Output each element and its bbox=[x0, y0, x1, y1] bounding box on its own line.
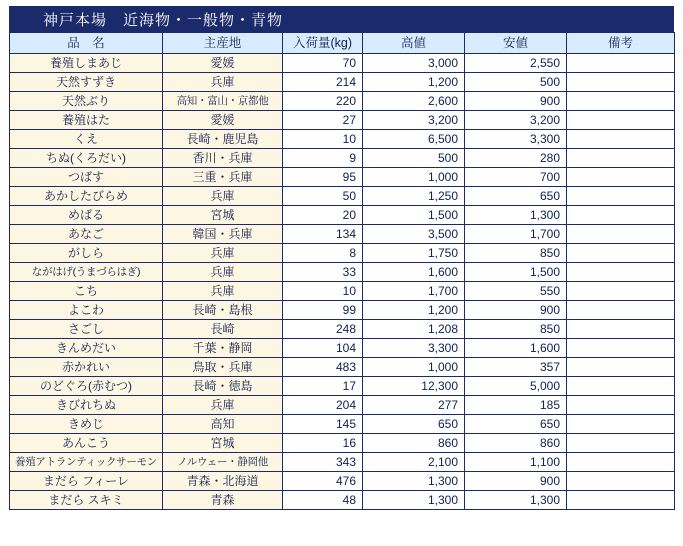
cell-low-price: 900 bbox=[465, 92, 567, 111]
cell-name: ちぬ(くろだい) bbox=[10, 149, 163, 168]
cell-name: きめじ bbox=[10, 415, 163, 434]
cell-high-price: 3,500 bbox=[363, 225, 465, 244]
cell-note bbox=[567, 377, 675, 396]
cell-high-price: 6,500 bbox=[363, 130, 465, 149]
cell-origin: 兵庫 bbox=[163, 244, 283, 263]
cell-low-price: 900 bbox=[465, 301, 567, 320]
cell-low-price: 1,600 bbox=[465, 339, 567, 358]
column-header-note: 備考 bbox=[567, 33, 675, 54]
cell-low-price: 357 bbox=[465, 358, 567, 377]
table-body bbox=[10, 54, 675, 510]
cell-low-price: 850 bbox=[465, 320, 567, 339]
cell-quantity: 8 bbox=[283, 244, 363, 263]
table-row bbox=[10, 225, 675, 244]
cell-name: まだら フィーレ bbox=[10, 472, 163, 491]
cell-origin: 長崎・島根 bbox=[163, 301, 283, 320]
cell-low-price: 1,700 bbox=[465, 225, 567, 244]
cell-quantity: 27 bbox=[283, 111, 363, 130]
cell-note bbox=[567, 396, 675, 415]
cell-low-price: 280 bbox=[465, 149, 567, 168]
cell-name: 養殖アトランティックサーモン bbox=[10, 453, 163, 472]
cell-high-price: 1,208 bbox=[363, 320, 465, 339]
cell-note bbox=[567, 415, 675, 434]
cell-name: ながはげ(うまづらはぎ) bbox=[10, 263, 163, 282]
market-price-table bbox=[9, 32, 675, 510]
cell-origin: 兵庫 bbox=[163, 73, 283, 92]
cell-origin: 千葉・静岡 bbox=[163, 339, 283, 358]
cell-quantity: 48 bbox=[283, 491, 363, 510]
table-row bbox=[10, 434, 675, 453]
cell-name: よこわ bbox=[10, 301, 163, 320]
cell-note bbox=[567, 225, 675, 244]
cell-note bbox=[567, 149, 675, 168]
column-header-name: 品 名 bbox=[10, 33, 163, 54]
table-row bbox=[10, 377, 675, 396]
cell-origin: 香川・兵庫 bbox=[163, 149, 283, 168]
cell-origin: 兵庫 bbox=[163, 282, 283, 301]
table-row bbox=[10, 320, 675, 339]
table-row bbox=[10, 301, 675, 320]
cell-note bbox=[567, 168, 675, 187]
cell-note bbox=[567, 320, 675, 339]
cell-origin: 高知 bbox=[163, 415, 283, 434]
cell-low-price: 5,000 bbox=[465, 377, 567, 396]
cell-note bbox=[567, 339, 675, 358]
column-header-low-price: 安値 bbox=[465, 33, 567, 54]
cell-low-price: 1,300 bbox=[465, 206, 567, 225]
cell-name: めばる bbox=[10, 206, 163, 225]
cell-note bbox=[567, 130, 675, 149]
cell-note bbox=[567, 111, 675, 130]
cell-low-price: 900 bbox=[465, 472, 567, 491]
cell-quantity: 220 bbox=[283, 92, 363, 111]
cell-name: 養殖はた bbox=[10, 111, 163, 130]
cell-name: きんめだい bbox=[10, 339, 163, 358]
cell-name: あんこう bbox=[10, 434, 163, 453]
cell-note bbox=[567, 263, 675, 282]
cell-high-price: 1,500 bbox=[363, 206, 465, 225]
cell-note bbox=[567, 358, 675, 377]
cell-quantity: 104 bbox=[283, 339, 363, 358]
cell-high-price: 1,000 bbox=[363, 168, 465, 187]
cell-low-price: 3,300 bbox=[465, 130, 567, 149]
cell-name: 赤かれい bbox=[10, 358, 163, 377]
cell-high-price: 3,000 bbox=[363, 54, 465, 73]
cell-origin: 韓国・兵庫 bbox=[163, 225, 283, 244]
cell-high-price: 650 bbox=[363, 415, 465, 434]
cell-name: がしら bbox=[10, 244, 163, 263]
cell-low-price: 860 bbox=[465, 434, 567, 453]
cell-origin: 長崎・徳島 bbox=[163, 377, 283, 396]
table-row bbox=[10, 244, 675, 263]
table-row bbox=[10, 92, 675, 111]
table-header bbox=[10, 33, 675, 54]
cell-high-price: 1,250 bbox=[363, 187, 465, 206]
cell-quantity: 9 bbox=[283, 149, 363, 168]
cell-origin: 愛媛 bbox=[163, 54, 283, 73]
cell-name: くえ bbox=[10, 130, 163, 149]
cell-note bbox=[567, 206, 675, 225]
cell-origin: 宮城 bbox=[163, 434, 283, 453]
cell-high-price: 1,600 bbox=[363, 263, 465, 282]
cell-quantity: 204 bbox=[283, 396, 363, 415]
table-row bbox=[10, 149, 675, 168]
cell-quantity: 70 bbox=[283, 54, 363, 73]
cell-high-price: 3,200 bbox=[363, 111, 465, 130]
cell-high-price: 1,200 bbox=[363, 73, 465, 92]
cell-low-price: 650 bbox=[465, 415, 567, 434]
table-row bbox=[10, 263, 675, 282]
cell-low-price: 650 bbox=[465, 187, 567, 206]
table-row bbox=[10, 358, 675, 377]
table-row bbox=[10, 73, 675, 92]
cell-quantity: 99 bbox=[283, 301, 363, 320]
cell-high-price: 1,000 bbox=[363, 358, 465, 377]
cell-quantity: 10 bbox=[283, 282, 363, 301]
cell-origin: 高知・富山・京都他 bbox=[163, 92, 283, 111]
cell-note bbox=[567, 472, 675, 491]
table-row bbox=[10, 282, 675, 301]
cell-origin: 長崎 bbox=[163, 320, 283, 339]
cell-name: まだら スキミ bbox=[10, 491, 163, 510]
cell-high-price: 12,300 bbox=[363, 377, 465, 396]
cell-name: さごし bbox=[10, 320, 163, 339]
cell-origin: 宮城 bbox=[163, 206, 283, 225]
cell-note bbox=[567, 491, 675, 510]
cell-name: つばす bbox=[10, 168, 163, 187]
cell-name: あかしたびらめ bbox=[10, 187, 163, 206]
cell-low-price: 1,300 bbox=[465, 491, 567, 510]
cell-low-price: 1,500 bbox=[465, 263, 567, 282]
cell-origin: 兵庫 bbox=[163, 263, 283, 282]
table-row bbox=[10, 187, 675, 206]
cell-high-price: 3,300 bbox=[363, 339, 465, 358]
cell-low-price: 500 bbox=[465, 73, 567, 92]
cell-origin: 長崎・鹿児島 bbox=[163, 130, 283, 149]
cell-quantity: 476 bbox=[283, 472, 363, 491]
cell-low-price: 2,550 bbox=[465, 54, 567, 73]
cell-high-price: 2,100 bbox=[363, 453, 465, 472]
cell-low-price: 185 bbox=[465, 396, 567, 415]
cell-origin: 青森・北海道 bbox=[163, 472, 283, 491]
table-row bbox=[10, 491, 675, 510]
cell-note bbox=[567, 301, 675, 320]
cell-quantity: 134 bbox=[283, 225, 363, 244]
cell-name: こち bbox=[10, 282, 163, 301]
cell-name: のどぐろ(赤むつ) bbox=[10, 377, 163, 396]
cell-high-price: 1,300 bbox=[363, 491, 465, 510]
cell-low-price: 700 bbox=[465, 168, 567, 187]
cell-high-price: 1,300 bbox=[363, 472, 465, 491]
cell-high-price: 1,750 bbox=[363, 244, 465, 263]
column-header-origin: 主産地 bbox=[163, 33, 283, 54]
cell-high-price: 1,200 bbox=[363, 301, 465, 320]
cell-origin: 三重・兵庫 bbox=[163, 168, 283, 187]
cell-quantity: 343 bbox=[283, 453, 363, 472]
cell-high-price: 2,600 bbox=[363, 92, 465, 111]
page-title: 神戸本場 近海物・一般物・青物 bbox=[9, 6, 674, 32]
table-row bbox=[10, 472, 675, 491]
table-row bbox=[10, 339, 675, 358]
cell-high-price: 500 bbox=[363, 149, 465, 168]
table-row bbox=[10, 396, 675, 415]
cell-name: 天然ぶり bbox=[10, 92, 163, 111]
cell-low-price: 1,100 bbox=[465, 453, 567, 472]
cell-origin: 青森 bbox=[163, 491, 283, 510]
cell-note bbox=[567, 282, 675, 301]
cell-note bbox=[567, 92, 675, 111]
table-row bbox=[10, 206, 675, 225]
column-header-high-price: 高値 bbox=[363, 33, 465, 54]
cell-name: 天然すずき bbox=[10, 73, 163, 92]
cell-note bbox=[567, 244, 675, 263]
cell-low-price: 550 bbox=[465, 282, 567, 301]
cell-quantity: 17 bbox=[283, 377, 363, 396]
cell-note bbox=[567, 187, 675, 206]
cell-high-price: 1,700 bbox=[363, 282, 465, 301]
cell-origin: ノルウェー・静岡他 bbox=[163, 453, 283, 472]
cell-high-price: 860 bbox=[363, 434, 465, 453]
cell-note bbox=[567, 73, 675, 92]
cell-origin: 鳥取・兵庫 bbox=[163, 358, 283, 377]
cell-note bbox=[567, 453, 675, 472]
cell-note bbox=[567, 54, 675, 73]
table-row bbox=[10, 111, 675, 130]
table-row bbox=[10, 130, 675, 149]
cell-quantity: 33 bbox=[283, 263, 363, 282]
cell-quantity: 145 bbox=[283, 415, 363, 434]
table-header-row bbox=[10, 33, 675, 54]
cell-name: あなご bbox=[10, 225, 163, 244]
column-header-quantity: 入荷量(kg) bbox=[283, 33, 363, 54]
cell-quantity: 16 bbox=[283, 434, 363, 453]
cell-quantity: 248 bbox=[283, 320, 363, 339]
cell-low-price: 3,200 bbox=[465, 111, 567, 130]
cell-high-price: 277 bbox=[363, 396, 465, 415]
cell-quantity: 20 bbox=[283, 206, 363, 225]
cell-name: きびれちぬ bbox=[10, 396, 163, 415]
table-row bbox=[10, 415, 675, 434]
cell-origin: 愛媛 bbox=[163, 111, 283, 130]
cell-note bbox=[567, 434, 675, 453]
table-row bbox=[10, 453, 675, 472]
cell-name: 養殖しまあじ bbox=[10, 54, 163, 73]
cell-low-price: 850 bbox=[465, 244, 567, 263]
cell-quantity: 95 bbox=[283, 168, 363, 187]
cell-origin: 兵庫 bbox=[163, 396, 283, 415]
cell-quantity: 10 bbox=[283, 130, 363, 149]
table-row bbox=[10, 168, 675, 187]
cell-origin: 兵庫 bbox=[163, 187, 283, 206]
cell-quantity: 50 bbox=[283, 187, 363, 206]
cell-quantity: 483 bbox=[283, 358, 363, 377]
table-row bbox=[10, 54, 675, 73]
cell-quantity: 214 bbox=[283, 73, 363, 92]
